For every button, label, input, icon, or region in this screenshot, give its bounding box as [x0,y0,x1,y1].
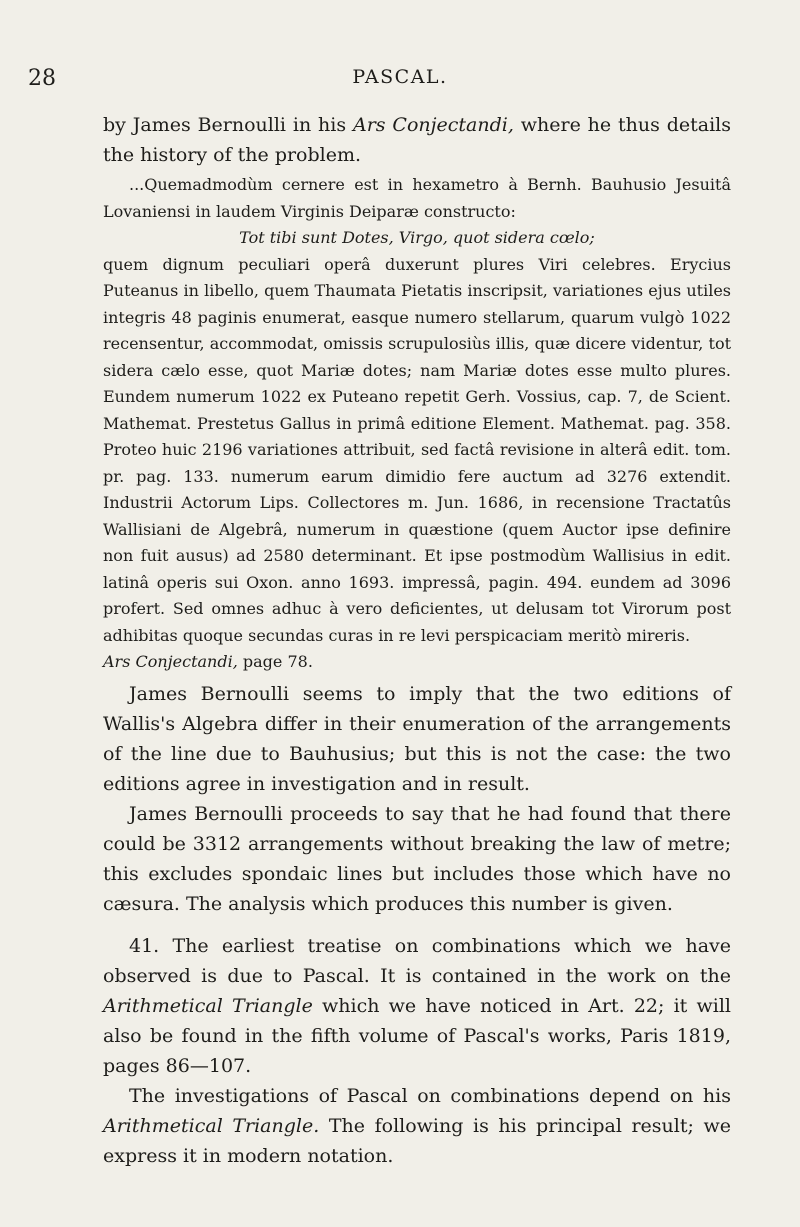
page-number: 28 [28,66,56,91]
quote-cite-page: page 78. [237,652,313,671]
para4-text-a: The investigations of Pascal on combinations depend on his [129,1084,731,1107]
quote-cite-title: Ars Conjectandi, [103,652,238,671]
para4-title: Arithmetical Triangle. [103,1114,320,1137]
para3-title: Arithmetical Triangle [103,994,313,1017]
intro-book-title: Ars Conjectandi, [352,114,514,136]
quote-main [103,252,731,650]
para4-text-b: The following is his principal result; we express it in modern notation. [103,1114,731,1167]
paragraph-arrangements: James Bernoulli proceeds to say that he had found that there could be 3312 arrangements without breaking the law of metre; this excludes spondaic lines but includes those which have no cæsura. The analysis which produces this number is given. [103,802,731,915]
quote-verse: Tot tibi sunt Dotes, Virgo, quot sidera cœlo; [239,228,595,247]
quote-lead: ...Quemadmodùm cernere est in hexametro à Bernh. Bauhusio Jesuitâ Lovaniensi in laudem Virginis Deiparæ constructo: [103,175,731,221]
paragraph-wallis: James Bernoulli seems to imply that the two editions of Wallis's Algebra differ in their enumeration of the arrangements of the line due to Bauhusius; but this is not the case: the two editions agree in investigation and in result. [103,682,731,795]
paragraph-article-41 [103,931,731,1081]
para3-text-a: 41. The earliest treatise on combinations which we have observed is due to Pascal. It is contained in the work on the [103,934,731,987]
intro-text-a: by James Bernoulli in his [103,114,353,136]
running-head: PASCAL. [352,66,448,88]
quote-citation [103,649,731,676]
para3-text-b: which we have noticed in Art. 22; it will also be found in the fifth volume of Pascal's works, Paris 1819, pages 86—107. [103,994,731,1077]
intro-text-b: where he thus details the history of the problem. [103,114,732,166]
quote-main-text: quem dignum peculiari operâ duxerunt plures Viri celebres. Erycius Puteanus in libello, quem Thaumata Pietatis inscripsit, variationes ejus utiles integris 48 paginis enumerat, easque numero stellarum, quarum vulgò 1022 recensentur, accommodat, omissis scrupulosiùs illis, quæ dicere videntur, tot sidera cælo esse, quot Mariæ dotes; nam Mariæ dotes esse multo plures. Eundem numerum 1022 ex Puteano repetit Gerh. Vossius, cap. 7, de Scient. Mathemat. Prestetus Gallus in primâ editione Element. Mathemat. pag. 358. Proteo huic 2196 variationes attribuit, sed factâ revisione in alterâ edit. tom. pr. pag. 133. numerum earum dimidio fere auctum ad 3276 extendit. Industrii Actorum Lips. Collectores m. Jun. 1686, in recensione Tractatûs Wallisiani de Algebrâ, numerum in quæstione (quem Auctor ipse definire non fuit ausus) ad 2580 determinant. Et ipse postmodùm Wallisius in edit. latinâ operis sui Oxon. anno 1693. impressâ, pagin. 494. eundem ad 3096 profert. Sed omnes adhuc à vero deficientes, ut delusam tot Virorum post adhibitas quoque secundas curas in re levi perspicaciam meritò mireris. [103,254,731,645]
paragraph-investigations [103,1081,731,1171]
page-body [103,110,731,1171]
intro-paragraph [103,110,731,170]
